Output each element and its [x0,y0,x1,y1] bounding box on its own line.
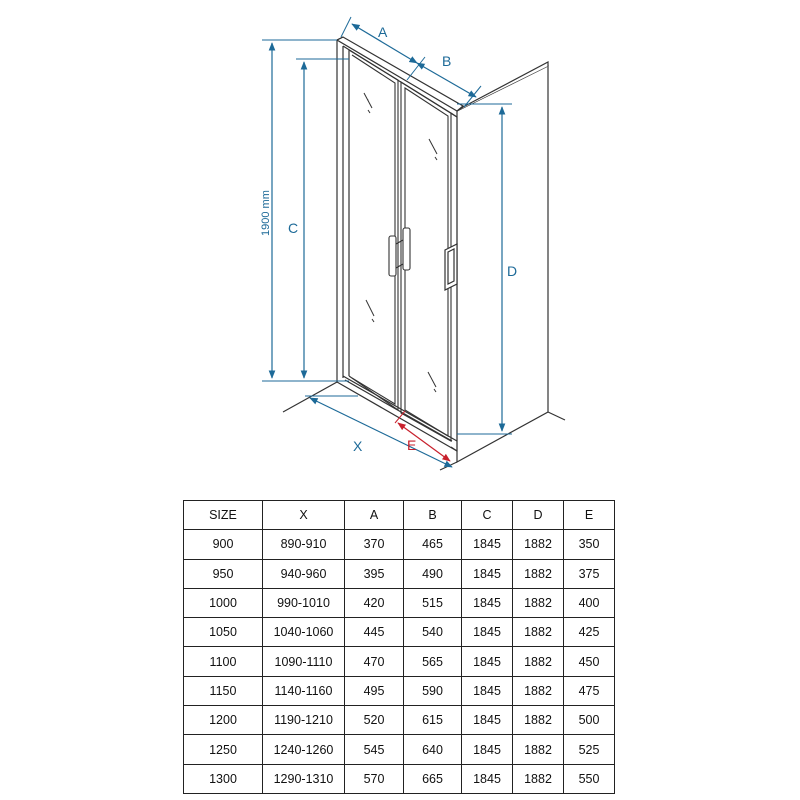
label-d: D [507,263,518,279]
column-header: D [513,501,564,530]
table-cell: 1882 [513,559,564,588]
table-cell: 425 [564,618,615,647]
table-cell: 1000 [184,588,263,617]
label-b: B [442,53,452,69]
table-cell: 1845 [462,647,513,676]
table-cell: 1882 [513,647,564,676]
table-row [184,588,615,617]
column-header: SIZE [184,501,263,530]
table-cell: 495 [345,676,404,705]
label-x: X [353,438,363,454]
table-cell: 1845 [462,735,513,764]
table-cell: 640 [404,735,462,764]
table-cell: 940-960 [263,559,345,588]
size-table [183,500,615,794]
table-cell: 490 [404,559,462,588]
table-cell: 500 [564,706,615,735]
table-cell: 470 [345,647,404,676]
table-cell: 1140-1160 [263,676,345,705]
table-cell: 1845 [462,676,513,705]
table-cell: 1290-1310 [263,764,345,793]
table-cell: 475 [564,676,615,705]
table-cell: 540 [404,618,462,647]
table-cell: 665 [404,764,462,793]
left-frame-post [343,46,349,378]
table-body [184,530,615,794]
table-cell: 950 [184,559,263,588]
table-cell: 1882 [513,618,564,647]
label-e: E [407,437,417,453]
table-row [184,559,615,588]
table-cell: 1040-1060 [263,618,345,647]
table-cell: 590 [404,676,462,705]
table-cell: 520 [345,706,404,735]
table-row [184,647,615,676]
table-cell: 350 [564,530,615,559]
table-cell: 570 [345,764,404,793]
table-cell: 1845 [462,706,513,735]
table-cell: 465 [404,530,462,559]
table-cell: 1845 [462,588,513,617]
table-cell: 1250 [184,735,263,764]
top-rail [337,37,463,117]
column-header: C [462,501,513,530]
table-cell: 1090-1110 [263,647,345,676]
table-cell: 990-1010 [263,588,345,617]
table-cell: 375 [564,559,615,588]
table-cell: 1882 [513,735,564,764]
table-cell: 890-910 [263,530,345,559]
column-header: A [345,501,404,530]
table-cell: 1882 [513,676,564,705]
table-cell: 1882 [513,764,564,793]
height-label: 1900 mm [260,190,272,236]
door-panel-left [349,50,398,410]
table-cell: 1150 [184,676,263,705]
dimension-c [288,59,349,381]
door-handle-center [389,228,410,276]
door-handle-right [445,244,457,290]
table-cell: 1845 [462,559,513,588]
table-row [184,676,615,705]
table-cell: 445 [345,618,404,647]
table-cell: 1845 [462,618,513,647]
table-row [184,735,615,764]
table-row [184,618,615,647]
table-cell: 1240-1260 [263,735,345,764]
table-cell: 1882 [513,706,564,735]
table-cell: 1100 [184,647,263,676]
table-cell: 525 [564,735,615,764]
table-cell: 1882 [513,530,564,559]
table-row [184,706,615,735]
table-row [184,530,615,559]
table-cell: 545 [345,735,404,764]
table-cell: 420 [345,588,404,617]
dimension-b [417,53,481,107]
column-header: B [404,501,462,530]
dimension-x [305,396,452,467]
column-header: E [564,501,615,530]
table-cell: 400 [564,588,615,617]
dimension-height-1900 [260,40,337,381]
table-header-row [184,501,615,530]
table-cell: 900 [184,530,263,559]
table-cell: 370 [345,530,404,559]
table-cell: 550 [564,764,615,793]
table-cell: 1882 [513,588,564,617]
table-cell: 1845 [462,530,513,559]
column-header: X [263,501,345,530]
table-cell: 1190-1210 [263,706,345,735]
table-cell: 450 [564,647,615,676]
table-cell: 395 [345,559,404,588]
table-row [184,764,615,793]
table-cell: 565 [404,647,462,676]
label-c: C [288,220,299,236]
table-cell: 615 [404,706,462,735]
table-cell: 515 [404,588,462,617]
table-cell: 1200 [184,706,263,735]
label-a: A [378,24,388,40]
table-cell: 1300 [184,764,263,793]
table-cell: 1050 [184,618,263,647]
table-cell: 1845 [462,764,513,793]
